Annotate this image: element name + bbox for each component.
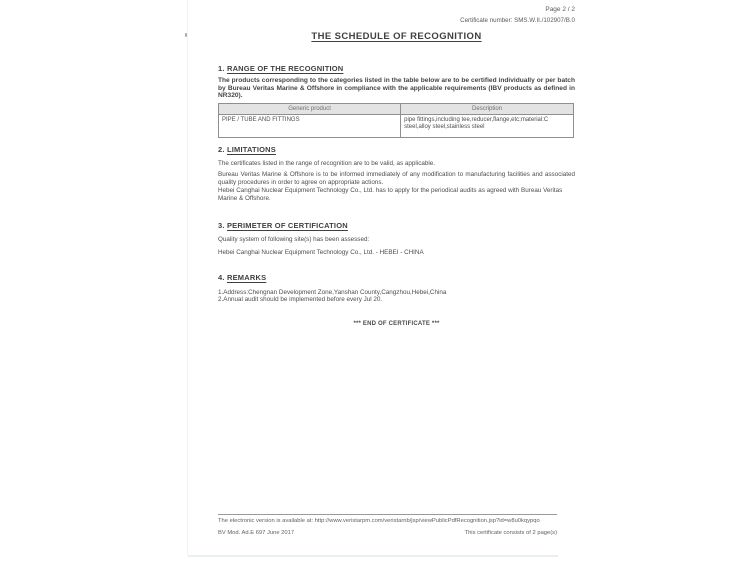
cell-description: pipe fittings,including tee,reducer,flange,etc;material:C steel,alloy steel,stainless steel [401, 115, 574, 138]
limitations-paragraph-3: Hebei Canghai Nuclear Equipment Technology Co., Ltd. has to apply for the periodical audits as agreed with Bureau Veritas Marine & Offshore. [218, 187, 563, 202]
section-number: 4. [218, 273, 225, 282]
remark-line-2: 2.Annual audit should be implemented before every Jul 20. [218, 296, 383, 304]
range-intro-paragraph: The products corresponding to the categories listed in the table below are to be certified individually or per batch by Bureau Veritas Marine & Offshore in compliance with the applicable requirements (IBV products as defined in NR320). [218, 77, 575, 100]
footer-divider [218, 514, 557, 515]
section-number: 1. [218, 64, 225, 73]
scan-artifact-mark [185, 33, 187, 37]
remarks-list [218, 289, 575, 303]
limitations-paragraph-1: The certificates listed in the range of recognition are to be valid, as applicable. [218, 160, 436, 167]
section-heading-perimeter [218, 221, 575, 230]
section-title: LIMITATIONS [226, 145, 276, 154]
document-content [218, 0, 575, 563]
section-number: 3. [218, 221, 225, 230]
perimeter-paragraph-1: Quality system of following site(s) has been assessed: [218, 236, 370, 243]
footer-meta-row [218, 530, 557, 536]
certificate-number: Certificate number: SMS.W.II./102907/B.0 [460, 17, 575, 24]
scan-left-edge [187, 0, 188, 556]
document-title: THE SCHEDULE OF RECOGNITION [311, 31, 482, 42]
perimeter-paragraph-2: Hebei Canghai Nuclear Equipment Technology Co., Ltd. - HEBEI - CHINA [218, 249, 424, 256]
remark-line-1: 1.Address:Chengnan Development Zone,Yanshan County,Cangzhou,Hebei,China [218, 289, 447, 296]
footer-electronic-version: The electronic version is available at: http://www.veristarpm.com/veristarnb/jsp/viewPublicPdfRecognition.jsp?id=w8u0kqypqo [218, 518, 540, 524]
end-of-certificate-marker: *** END OF CERTIFICATE *** [353, 321, 440, 327]
products-table [218, 103, 574, 138]
table-row [219, 115, 574, 138]
section-heading-remarks [218, 273, 575, 282]
section-heading-limitations [218, 145, 575, 154]
section-title: RANGE OF THE RECOGNITION [226, 64, 344, 73]
section-heading-range [218, 64, 575, 73]
section-title: REMARKS [226, 273, 267, 282]
limitations-paragraph-2: Bureau Veritas Marine & Offshore is to be informed immediately of any modification to manufacturing facilities and associated quality procedures in order to agree on appropriate actions. [218, 171, 575, 186]
section-number: 2. [218, 145, 225, 154]
table-header-row [219, 104, 574, 115]
column-header-description: Description [401, 104, 574, 115]
column-header-generic-product: Generic product [219, 104, 401, 115]
cell-generic-product: PIPE / TUBE AND FITTINGS [219, 115, 401, 138]
page-number: Page 2 / 2 [545, 6, 575, 13]
section-title: PERIMETER OF CERTIFICATION [226, 221, 348, 230]
footer-form-reference: BV Mod. Ad.E 697 June 2017 [218, 530, 295, 536]
footer-page-count-note: This certificate consists of 2 page(s) [464, 530, 557, 536]
